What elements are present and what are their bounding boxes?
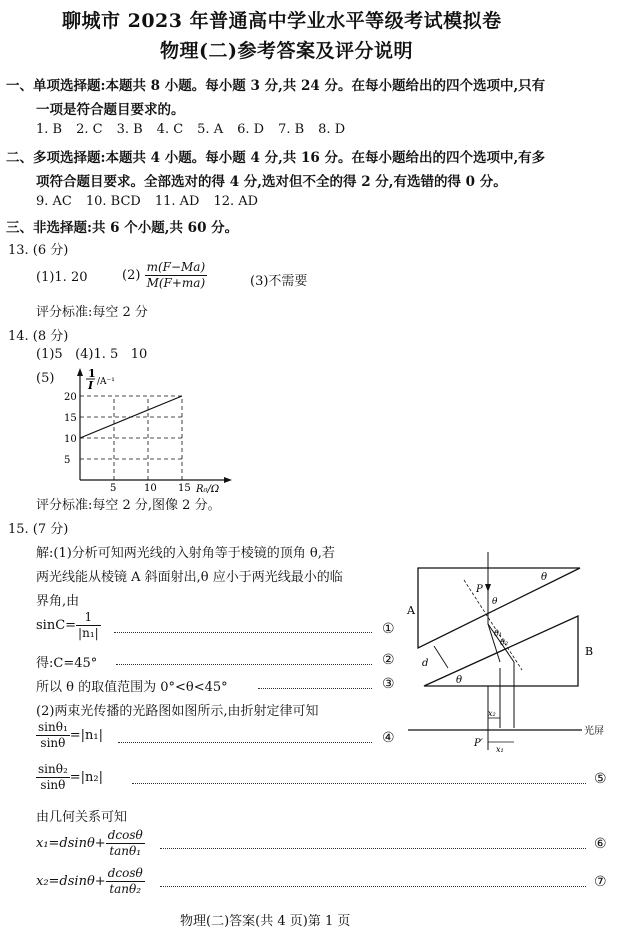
eq6 [36, 828, 145, 859]
answer-3: 3. B [116, 122, 143, 137]
eq6-num: dcosθ [107, 828, 143, 842]
answer-10: 10. BCD [85, 194, 141, 209]
eq7 [36, 866, 145, 897]
q14-part5-label: (5) [36, 371, 55, 386]
eq4-den: sinθ [40, 736, 66, 750]
theta-label-bottom: θ [456, 675, 463, 686]
eq6-fraction [106, 828, 145, 859]
x1-label: x₁ [496, 745, 504, 754]
chart-x-tick-label: 10 [144, 483, 157, 494]
d-marker [434, 646, 448, 668]
answer-7: 7. B [278, 122, 305, 137]
q14-criteria: 评分标准:每空 2 分,图像 2 分。 [36, 498, 221, 513]
q13-answer-3: (3)不需要 [250, 274, 308, 289]
eq7-num: dcosθ [107, 866, 143, 880]
q13-denominator: M(F+ma) [146, 276, 206, 290]
q13-header: 13. (6 分) [8, 243, 69, 258]
chart-ticks [64, 392, 191, 494]
eq4-leader [118, 742, 372, 743]
eq7-den: tanθ₂ [109, 882, 142, 896]
chart-ylabel-den: I [88, 379, 94, 392]
q13-criteria: 评分标准:每空 2 分 [36, 305, 148, 320]
answer-2: 2. C [76, 122, 103, 137]
eq7-mark: ⑦ [594, 874, 607, 890]
point-p-prime-label: P′ [474, 738, 483, 749]
document-title: 聊城市 2023 年普通高中学业水平等级考试模拟卷 [62, 10, 502, 32]
eq1-leader [114, 632, 372, 633]
eq4-fraction [36, 720, 70, 751]
eq4-rhs: =|n₁| [69, 728, 104, 743]
eq5-num: sinθ₂ [38, 762, 68, 776]
chart-x-tick-label: 5 [110, 483, 117, 494]
chart-ylabel-unit: /A⁻¹ [97, 377, 115, 387]
eq1-num: 1 [76, 610, 101, 626]
section1-line1: 一、单项选择题:本题共 8 小题。每小题 3 分,共 24 分。在每小题给出的四个选项中,只有 [6, 78, 546, 94]
eq5 [36, 762, 103, 793]
d-label: d [422, 658, 429, 669]
q13-answer-2 [122, 260, 207, 291]
answer-8: 8. D [318, 122, 346, 137]
chart-x-arrow-icon [224, 477, 232, 483]
answer-12: 12. AD [213, 194, 259, 209]
eq5-fraction [36, 762, 70, 793]
answer-4: 4. C [156, 122, 184, 137]
section3-line1: 三、非选择题:共 6 个小题,共 60 分。 [6, 220, 239, 236]
q14-graph [50, 366, 240, 494]
q15-part2: (2)两束光传播的光路图如图所示,由折射定律可知 [36, 704, 319, 719]
answer-6: 6. D [237, 122, 265, 137]
normal-line [464, 580, 522, 670]
eq4-mark: ④ [382, 730, 395, 746]
eq4 [36, 720, 103, 751]
section2-line2: 项符合题目要求。全部选对的得 4 分,选对但不全的得 2 分,有选错的得 0 分。 [36, 174, 507, 190]
prism-b-label: B [585, 645, 594, 658]
theta1-label: θ₁ [494, 629, 503, 638]
eq7-leader [160, 886, 586, 887]
eq5-rhs: =|n₂| [69, 770, 104, 785]
q15-header: 15. (7 分) [8, 522, 69, 537]
chart-ylabel-num: 1 [88, 367, 96, 380]
chart-xlabel: R₀/Ω [196, 484, 220, 494]
section1-answers [36, 122, 345, 137]
q15-intro-3: 界角,由 [36, 594, 80, 609]
eq2-leader [116, 664, 372, 665]
q13-fraction [145, 260, 208, 291]
answer-11: 11. AD [154, 194, 200, 209]
theta-at-p: θ [492, 597, 498, 607]
optics-diagram [404, 550, 614, 760]
eq1-mark: ① [382, 621, 395, 637]
eq1 [36, 610, 101, 641]
section2-answers [36, 194, 258, 209]
section1-line2: 一项是符合题目要求的。 [36, 102, 185, 118]
q15-geometry-note: 由几何关系可知 [36, 810, 128, 825]
q15-intro-2: 两光线能从棱镜 A 斜面射出,θ 应小于两光线最小的临 [36, 570, 343, 585]
eq1-fraction [76, 610, 101, 641]
eq2-mark: ② [382, 652, 395, 668]
page-footer: 物理(二)答案(共 4 页)第 1 页 [180, 914, 351, 929]
section2-line1: 二、多项选择题:本题共 4 小题。每小题 4 分,共 16 分。在每小题给出的四个选项中,有多 [6, 150, 546, 166]
eq6-leader [160, 848, 586, 849]
eq1-lhs: sinC= [36, 618, 77, 633]
point-p-label: P [476, 584, 483, 595]
eq5-mark: ⑤ [594, 771, 607, 787]
eq3-mark: ③ [382, 676, 395, 692]
chart-x-tick-label: 15 [178, 483, 191, 494]
chart-grid [80, 396, 182, 480]
prism-b [424, 616, 578, 686]
x2-label: x₂ [488, 709, 496, 718]
q13-numerator: m(F−Ma) [146, 260, 206, 274]
q13-answer-2-label: (2) [122, 268, 141, 283]
eq5-den: sinθ [40, 778, 66, 792]
eq3: 所以 θ 的取值范围为 0°<θ<45° [36, 680, 228, 695]
q15-intro-1: 解:(1)分析可知两光线的入射角等于棱镜的顶角 θ,若 [36, 546, 335, 561]
chart-y-tick-label: 10 [64, 434, 77, 445]
eq2: 得:C=45° [36, 656, 98, 671]
q14-answers: (1)5 (4)1. 5 10 [36, 347, 148, 362]
document-subtitle: 物理(二)参考答案及评分说明 [160, 40, 413, 62]
answer-5: 5. A [197, 122, 224, 137]
answer-1: 1. B [36, 122, 63, 137]
prism-a-label: A [407, 604, 415, 617]
ray-arrow-icon [485, 584, 491, 592]
eq6-den: tanθ₁ [109, 844, 142, 858]
eq3-leader [258, 688, 372, 689]
theta-label-top: θ [541, 572, 548, 583]
eq6-lhs: x₁=dsinθ+ [36, 836, 106, 851]
eq5-leader [132, 783, 586, 784]
chart-y-tick-label: 15 [64, 413, 77, 424]
q13-answer-1: (1)1. 20 [36, 270, 88, 285]
answer-9: 9. AC [36, 194, 72, 209]
theta2-label: θ₂ [500, 638, 509, 647]
eq1-den: |n₁| [78, 626, 99, 640]
eq7-lhs: x₂=dsinθ+ [36, 874, 106, 889]
chart-y-tick-label: 5 [64, 455, 71, 466]
eq7-fraction [106, 866, 145, 897]
screen-label: 光屏 [584, 726, 604, 737]
chart-y-tick-label: 20 [64, 392, 77, 403]
eq6-mark: ⑥ [594, 836, 607, 852]
q14-header: 14. (8 分) [8, 329, 69, 344]
chart-y-arrow-icon [77, 368, 83, 376]
eq4-num: sinθ₁ [38, 720, 68, 734]
